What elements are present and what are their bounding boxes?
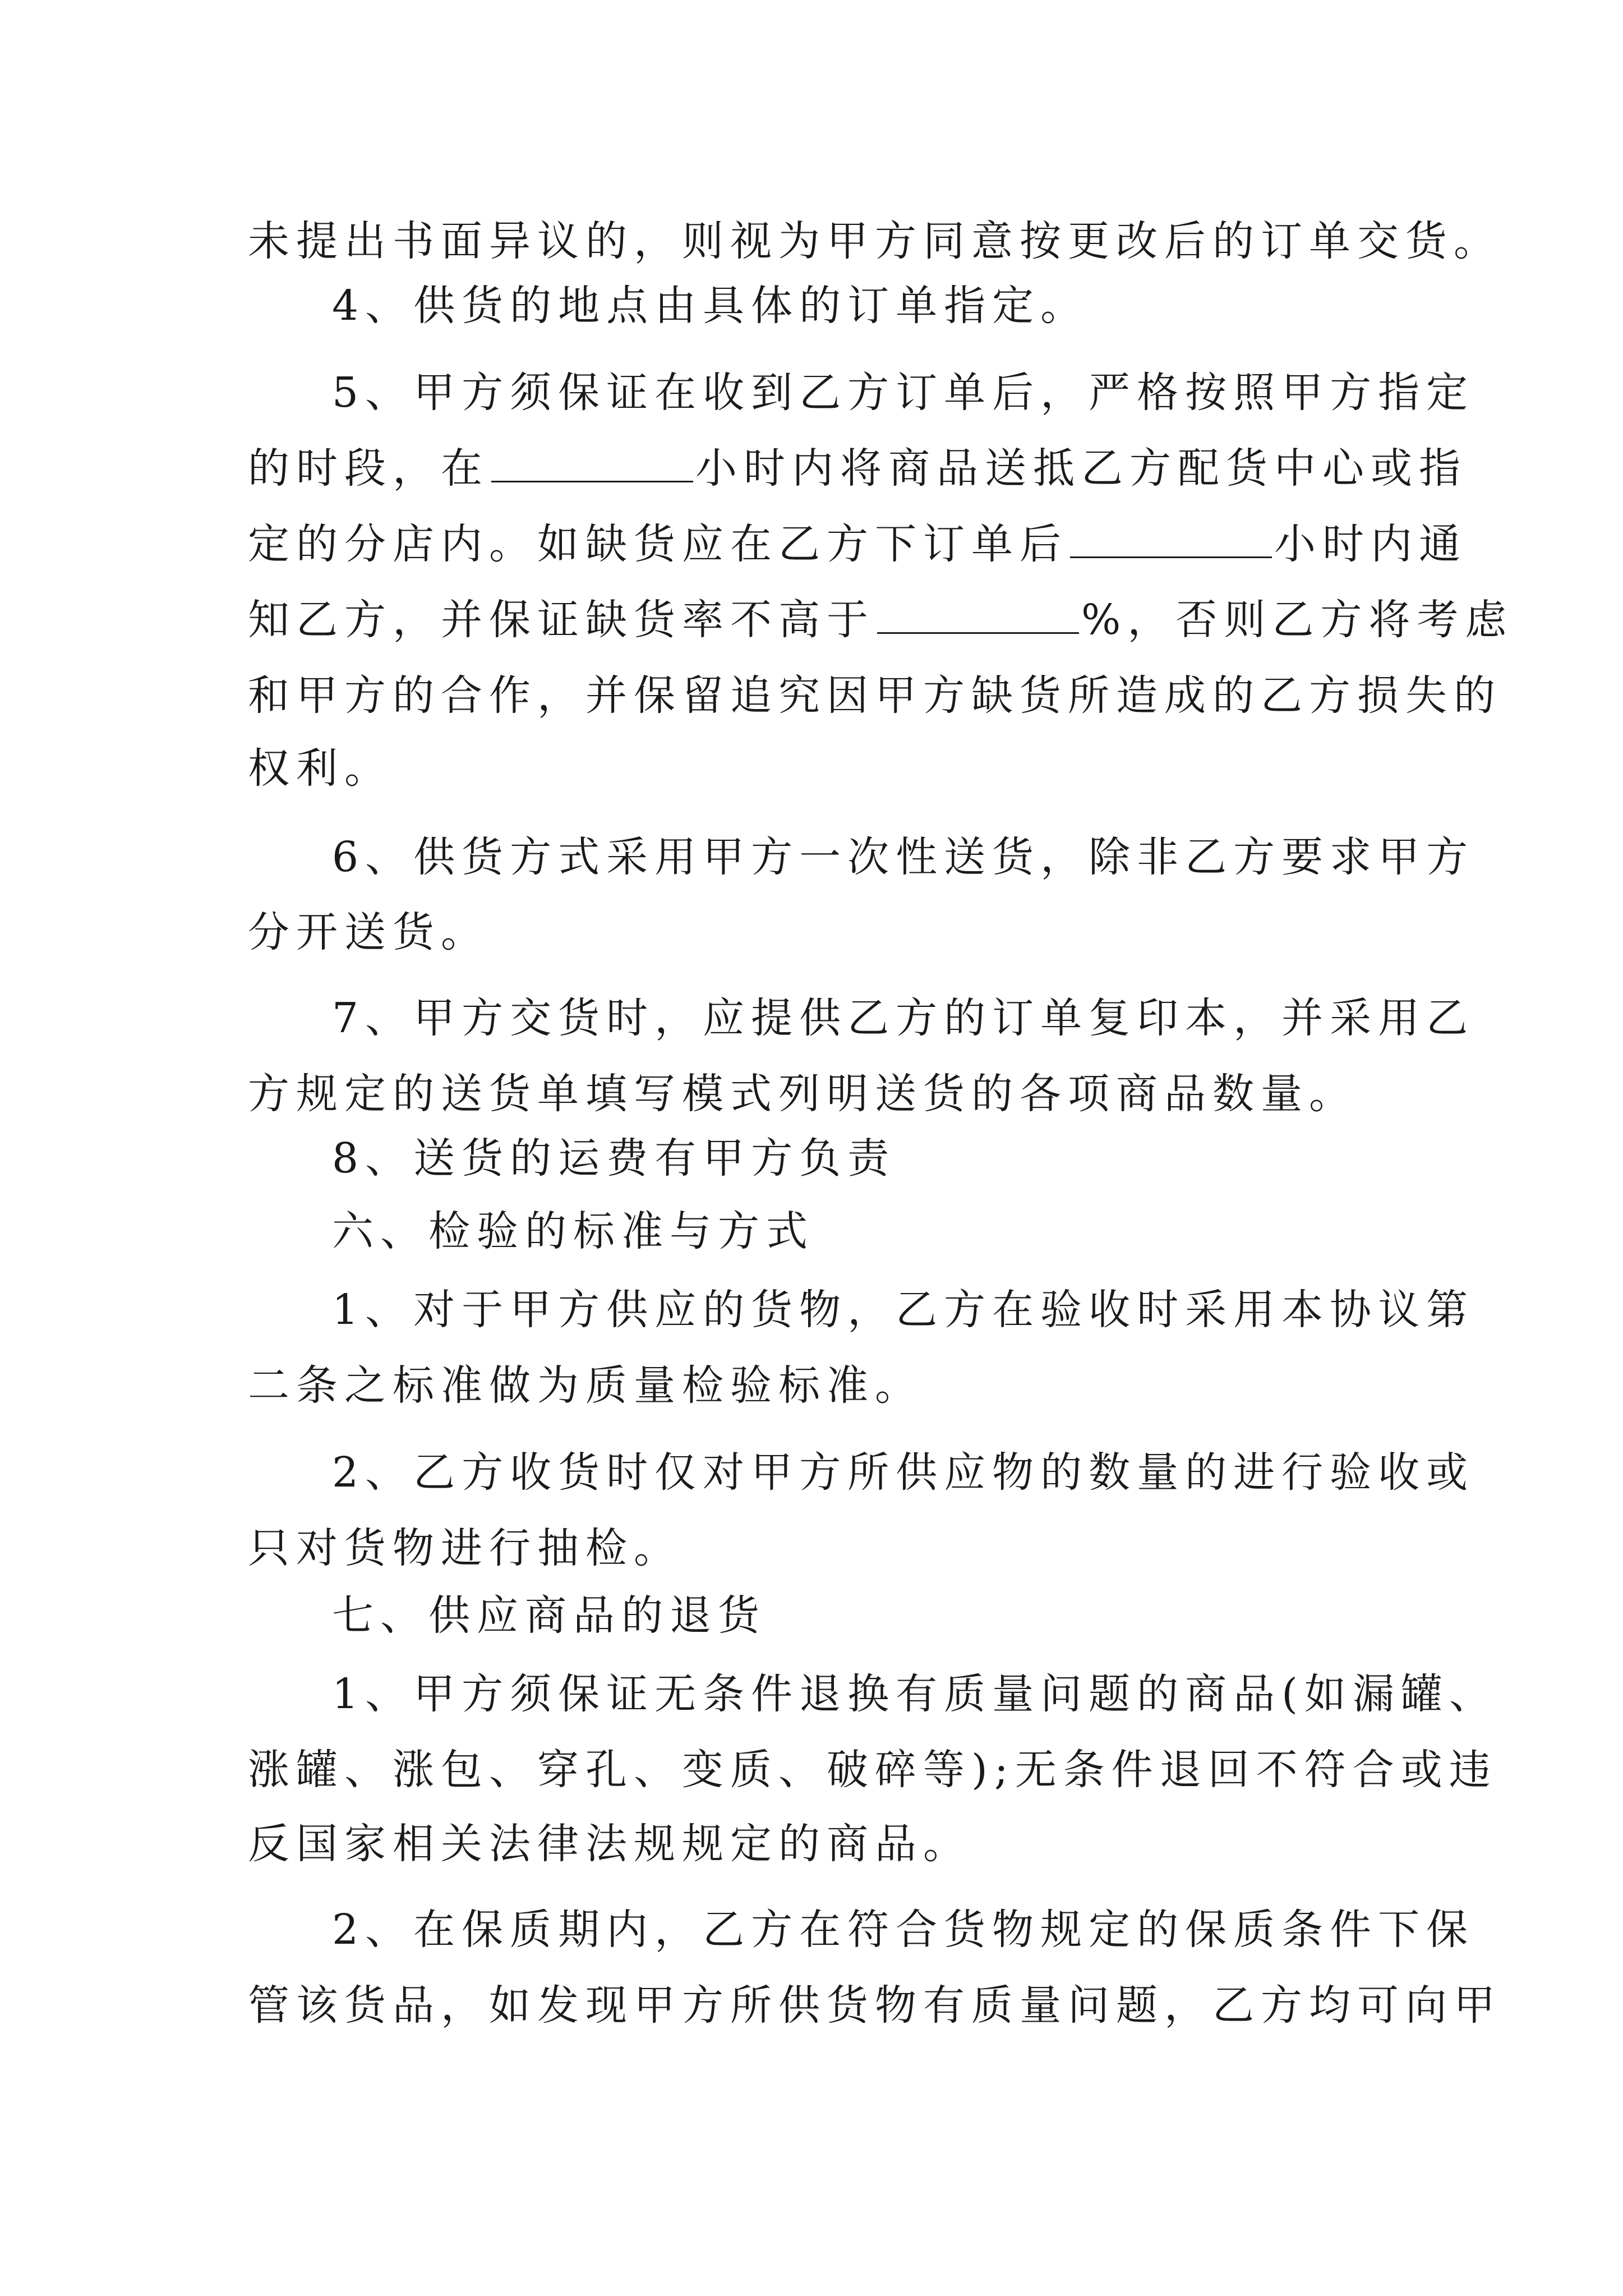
text-line: 只对货物进行抽检。: [248, 1524, 682, 1572]
text-line: 1、甲方须保证无条件退换有质量问题的商品(如漏罐、: [332, 1670, 1497, 1718]
text-line: 权利。: [248, 744, 393, 793]
fill-in-blank: [491, 447, 693, 482]
text-line: 分开送货。: [248, 908, 489, 956]
fill-in-blank: [1070, 523, 1272, 558]
text-segment: 小时内将商品送抵乙方配货中心或指: [695, 444, 1467, 493]
text-line: 8、送货的运费有甲方负责: [332, 1134, 896, 1182]
text-line: 4、供货的地点由具体的订单指定。: [332, 282, 1089, 330]
text-line: 和甲方的合作，并保留追究因甲方缺货所造成的乙方损失的: [248, 671, 1502, 720]
text-segment: 的时段，在: [248, 444, 489, 493]
text-segment: 知乙方，并保证缺货率不高于: [248, 596, 875, 644]
text-line: 方规定的送货单填写模式列明送货的各项商品数量。: [248, 1070, 1357, 1118]
text-line: 5、甲方须保证在收到乙方订单后，严格按照甲方指定: [332, 369, 1475, 417]
text-line: 未提出书面异议的，则视为甲方同意按更改后的订单交货。: [248, 217, 1502, 265]
text-line: 7、甲方交货时，应提供乙方的订单复印本，并采用乙: [332, 994, 1475, 1042]
text-line: 1、对于甲方供应的货物，乙方在验收时采用本协议第: [332, 1286, 1475, 1334]
text-line: 二条之标准做为质量检验标准。: [248, 1361, 923, 1410]
text-line-with-blank: [248, 592, 1514, 648]
text-line-with-blank: [248, 516, 1467, 572]
text-line: 涨罐、涨包、穿孔、变质、破碎等);无条件退回不符合或违: [248, 1746, 1497, 1794]
text-line: 2、在保质期内，乙方在符合货物规定的保质条件下保: [332, 1906, 1475, 1954]
text-line: 2、乙方收货时仅对甲方所供应物的数量的进行验收或: [332, 1448, 1475, 1497]
text-segment: %，否则乙方将考虑: [1081, 596, 1514, 644]
text-segment: 小时内通: [1274, 520, 1467, 568]
text-line-with-blank: [248, 440, 1467, 496]
text-line: 6、供货方式采用甲方一次性送货，除非乙方要求甲方: [332, 833, 1475, 881]
section-heading: 六、检验的标准与方式: [332, 1207, 814, 1255]
text-line: 反国家相关法律法规规定的商品。: [248, 1820, 971, 1868]
text-line: 管该货品，如发现甲方所供货物有质量问题，乙方均可向甲: [248, 1981, 1502, 2030]
fill-in-blank: [877, 599, 1079, 634]
section-heading: 七、供应商品的退货: [332, 1591, 766, 1640]
text-segment: 定的分店内。如缺货应在乙方下订单后: [248, 520, 1068, 568]
